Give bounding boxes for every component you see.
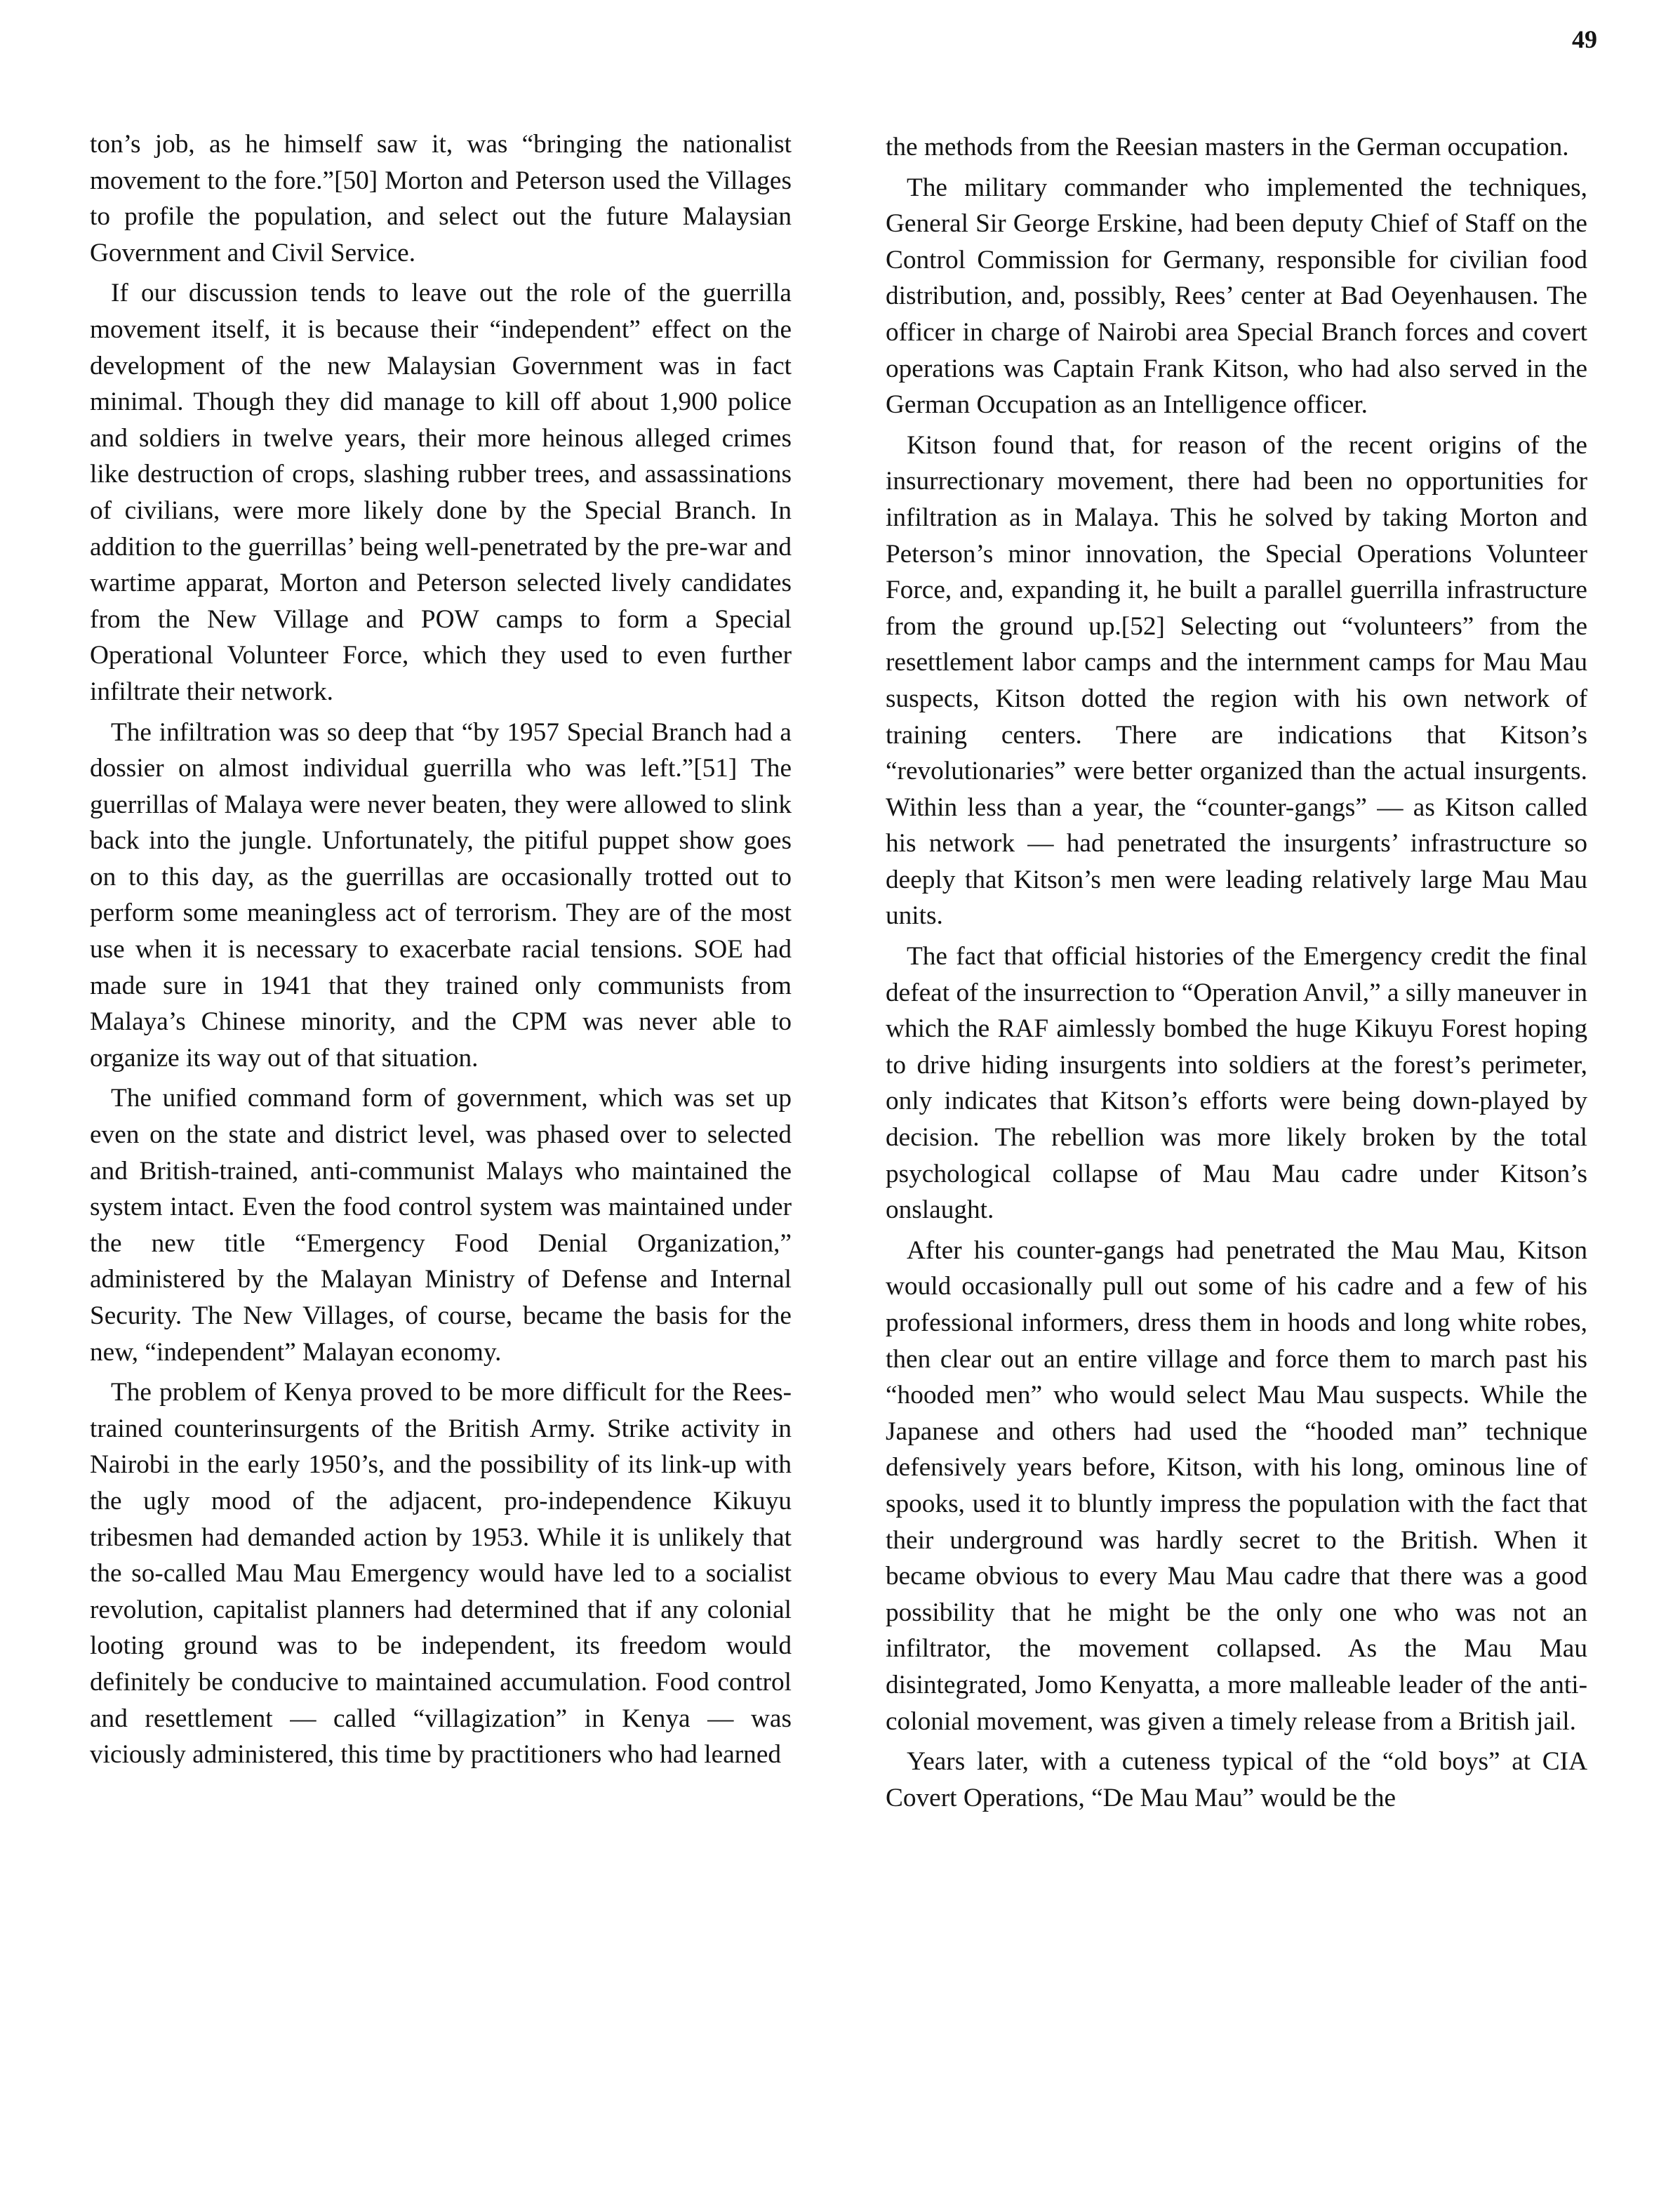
- paragraph: The military commander who implemented the techniques, General Sir George Erskine, had been deputy Chief of Staff on the Control Commission for Germany, responsible for civilian food distribution, and, possibly, Rees’ center at Bad Oeyenhausen. The officer in charge of Nairobi area Special Branch forces and covert operations was Captain Frank Kitson, who had also served in the German Occupation as an Intelligence officer.: [886, 173, 1587, 420]
- paragraph: After his counter-gangs had penetrated the Mau Mau, Kitson would occasionally pull out some of his cadre and a few of his professional informers, dress them in hoods and long white robes, then clear out an entire village and force them to march past his “hooded men” who would select Mau Mau suspects. While the Japanese and others had used the “hooded man” technique defensively years before, Kitson, with his long, ominous line of spooks, used it to bluntly impress the population with the fact that their underground was hardly secret to the British. When it became obvious to every Mau Mau cadre that there was a good possibility that he might be the only one who was not an infiltrator, the movement collapsed. As the Mau Mau disintegrated, Jomo Kenyatta, a more malleable leader of the anti-colonial movement, was given a timely release from a British jail.: [886, 1235, 1587, 1736]
- paragraph: Kitson found that, for reason of the recent origins of the insurrectionary movement, there had been no opportunities for infiltration as in Malaya. This he solved by taking Morton and Peterson’s minor innovation, the Special Operations Volunteer Force, and, expanding it, he built a parallel guerrilla infrastructure from the ground up.[52] Selecting out “volunteers” from the resettlement labor camps and the internment camps for Mau Mau suspects, Kitson dotted the region with his own network of training centers. There are indications that Kitson’s “revolutionaries” were better organized than the actual insurgents. Within less than a year, the “counter-gangs” — as Kitson called his network — had penetrated the insurgents’ infrastructure so deeply that Kitson’s men were leading relatively large Mau Mau units.: [886, 430, 1587, 931]
- paragraph: Years later, with a cuteness typical of the “old boys” at CIA Covert Operations, “De Mau Mau” would be the: [886, 1747, 1587, 1812]
- left-column: [90, 126, 792, 1773]
- paragraph: If our discussion tends to leave out the role of the guerrilla movement itself, it is because their “independent” effect on the development of the new Malaysian Government was in fact minimal. Though they did manage to kill off about 1,900 police and soldiers in twelve years, their more heinous alleged crimes like destruction of crops, slashing rubber trees, and assassinations of civilians, were more likely done by the Special Branch. In addition to the guerrillas’ being well-penetrated by the pre-war and wartime apparat, Morton and Peterson selected lively candidates from the New Village and POW camps to form a Special Operational Volunteer Force, which they used to even further infiltrate their network.: [90, 279, 792, 706]
- paragraph: ton’s job, as he himself saw it, was “bringing the nationalist movement to the fore.”[50] Morton and Peterson used the Villages to profile the population, and select out the future Malaysian Government and Civil Service.: [90, 130, 792, 267]
- page-number: 49: [1572, 25, 1597, 53]
- paragraph: The problem of Kenya proved to be more difficult for the Rees-trained counterinsurgents of the British Army. Strike activity in Nairobi in the early 1950’s, and the possibility of its link-up with the ugly mood of the adjacent, pro-independence Kikuyu tribesmen had demanded action by 1953. While it is unlikely that the so-called Mau Mau Emergency would have led to a socialist revolution, capitalist planners had determined that if any colonial looting ground was to be independent, its freedom would definitely be conducive to maintained accumulation. Food control and resettlement — called “villagization” in Kenya — was viciously administered, this time by practitioners who had learned: [90, 1378, 792, 1770]
- paragraph: The unified command form of government, which was set up even on the state and district level, was phased over to selected and British-trained, anti-communist Malays who maintained the system intact. Even the food control system was maintained under the new title “Emergency Food Denial Organization,” administered by the Malayan Ministry of Defense and Internal Security. The New Villages, of course, became the basis for the new, “independent” Malayan economy.: [90, 1084, 792, 1367]
- paragraph: the methods from the Reesian masters in the German occupation.: [886, 133, 1569, 161]
- paragraph: The infiltration was so deep that “by 1957 Special Branch had a dossier on almost individual guerrilla who was left.”[51] The guerrillas of Malaya were never beaten, they were allowed to slink back into the jungle. Unfortunately, the pitiful puppet show goes on to this day, as the guerrillas are occasionally trotted out to perform some meaningless act of terrorism. They are of the most use when it is necessary to exacerbate racial tensions. SOE had made sure in 1941 that they trained only communists from Malaya’s Chinese minority, and the CPM was never able to organize its way out of that situation.: [90, 717, 792, 1073]
- paragraph: The fact that official histories of the Emergency credit the final defeat of the insurrection to “Operation Anvil,” a silly maneuver in which the RAF aimlessly bombed the huge Kikuyu Forest hoping to drive hiding insurgents into soldiers at the forest’s perimeter, only indicates that Kitson’s efforts were being down-played by decision. The rebellion was more likely broken by the total psychological collapse of Mau Mau cadre under Kitson’s onslaught.: [886, 942, 1587, 1225]
- right-column: [886, 129, 1587, 1816]
